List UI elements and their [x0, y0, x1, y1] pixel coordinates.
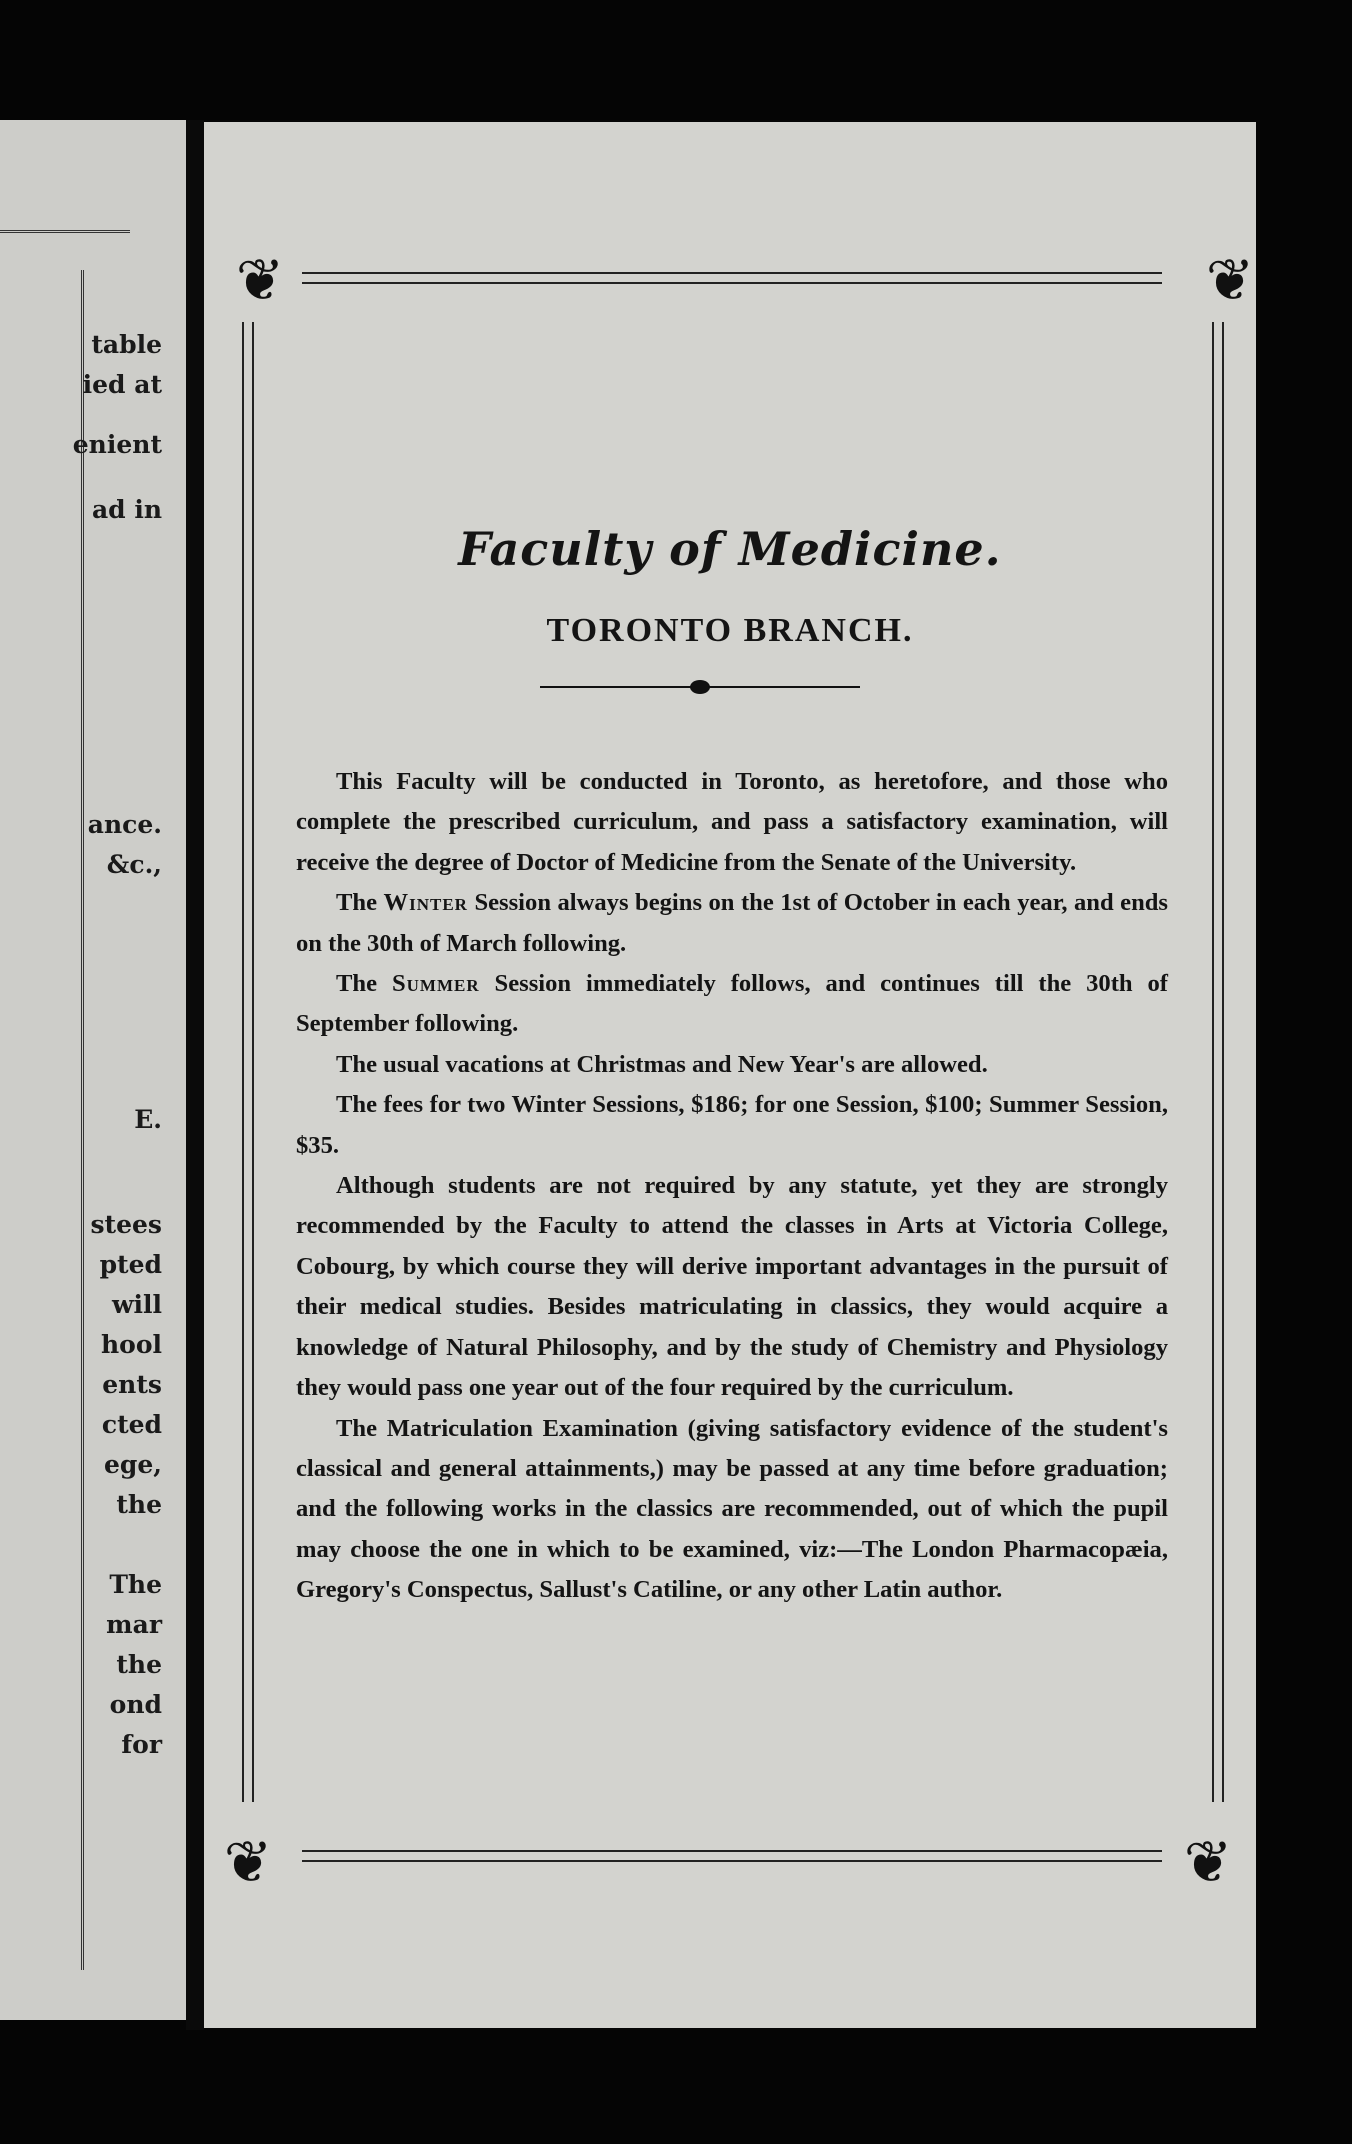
left-fragment: the	[116, 1650, 162, 1679]
left-fragment: ad in	[91, 495, 162, 524]
frame-top-rule	[302, 272, 1162, 284]
left-page-border	[81, 270, 84, 1970]
page-title: Faculty of Medicine.	[458, 522, 1002, 576]
left-fragment: ents	[102, 1370, 162, 1399]
left-fragment: will	[111, 1290, 162, 1319]
right-page	[204, 122, 1256, 2028]
corner-ornament-icon: ❦	[223, 1828, 273, 1896]
left-fragment: hool	[100, 1330, 162, 1359]
paragraph: This Faculty will be conducted in Toronto, as heretofore, and those who complete the prescribed curriculum, and pass a satisfactory examination, will receive the degree of Doctor of Medicine from the Senate of the University.	[296, 768, 1168, 876]
left-fragment: &c.,	[106, 850, 162, 879]
page-subtitle: TORONTO BRANCH.	[546, 612, 914, 649]
corner-ornament-icon: ❦	[235, 246, 285, 314]
left-fragment: pted	[99, 1250, 162, 1279]
title-divider	[540, 680, 860, 694]
paragraph: The Matriculation Examination (giving satisfactory evidence of the student's classical and general attainments,) may be passed at any time before graduation; and the following works in the classics are recommended, out of which the pupil may choose the one in which to be examined, viz:—The London Pharmacopæia, Gregory's Conspectus, Sallust's Catiline, or any other Latin author.	[296, 1414, 1168, 1604]
left-fragment: the	[116, 1490, 162, 1519]
left-page-fragment	[0, 120, 186, 2020]
left-fragment: ance.	[87, 810, 162, 839]
left-fragment: enient	[72, 430, 162, 459]
paragraph: The Summer Session immediately follows, and continues till the 30th of September following.	[296, 970, 1169, 1038]
paragraph: Although students are not required by any statute, yet they are strongly recommended by the Faculty to attend the classes in Arts at Victoria College, Cobourg, by which course they will derive important advantages in the pursuit of their medical studies. Besides matriculating in classics, they would acquire a knowledge of Natural Philosophy, and by the study of Chemistry and Physiology they would pass one year out of the four required by the curriculum.	[296, 1172, 1168, 1402]
corner-ornament-icon: ❦	[1183, 1828, 1233, 1896]
body-text	[296, 762, 1168, 1611]
left-page-rule	[0, 230, 130, 233]
left-fragment: for	[121, 1730, 162, 1759]
paragraph: The fees for two Winter Sessions, $186; for one Session, $100; Summer Session, $35.	[296, 1091, 1168, 1159]
frame-bottom-rule	[302, 1850, 1162, 1862]
book-gutter	[186, 120, 204, 2030]
left-fragment: mar	[106, 1610, 162, 1639]
left-fragment: ied at	[82, 370, 162, 399]
left-fragment: stees	[90, 1210, 162, 1239]
left-fragment: ond	[109, 1690, 162, 1719]
paragraph: The usual vacations at Christmas and New Year's are allowed.	[336, 1050, 988, 1078]
left-fragment: cted	[101, 1410, 162, 1439]
left-fragment: The	[109, 1570, 162, 1599]
paragraph: The Winter Session always begins on the 1st of October in each year, and ends on the 30th of March following.	[296, 889, 1168, 957]
corner-ornament-icon: ❦	[1205, 246, 1255, 314]
left-fragment: ege,	[104, 1450, 162, 1479]
left-fragment: E.	[134, 1105, 162, 1134]
left-fragment: table	[91, 330, 162, 359]
